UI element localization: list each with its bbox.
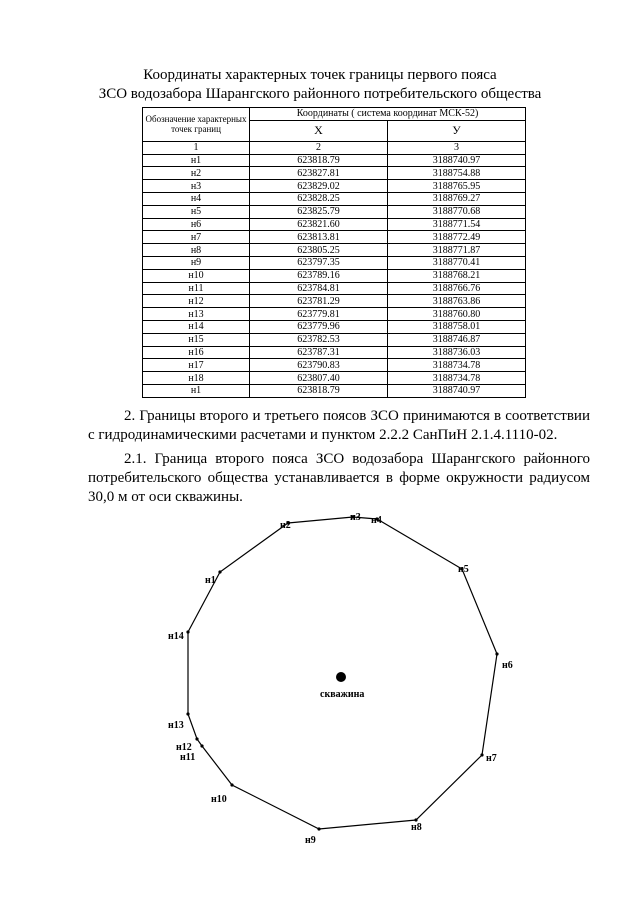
well-marker: [336, 672, 346, 682]
table-cell-x: 623782.53: [250, 333, 388, 346]
table-cell-y: 3188770.68: [388, 205, 526, 218]
table-cell-x: 623784.81: [250, 282, 388, 295]
point-label-n1: н1: [205, 575, 216, 586]
table-cell-point: н11: [143, 282, 250, 295]
table-cell-point: н5: [143, 205, 250, 218]
boundary-point-marker: [480, 753, 483, 756]
table-cell-y: 3188746.87: [388, 333, 526, 346]
point-label-n2: н2: [280, 520, 291, 531]
point-label-n9: н9: [305, 835, 316, 846]
table-cell-point: н3: [143, 180, 250, 193]
document-title-line1: Координаты характерных точек границы первого пояса: [143, 67, 497, 83]
table-cell-y: 3188770.41: [388, 256, 526, 269]
point-label-n14: н14: [168, 631, 184, 642]
point-label-n5: н5: [458, 564, 469, 575]
point-label-n12: н12: [176, 742, 192, 753]
table-cell-point: н4: [143, 192, 250, 205]
header-designation: Обозначение характерных точек границ: [143, 108, 250, 142]
point-label-n6: н6: [502, 660, 513, 671]
table-cell-x: 623827.81: [250, 167, 388, 180]
boundary-point-marker: [186, 630, 189, 633]
table-cell-y: 3188765.95: [388, 180, 526, 193]
table-cell-y: 3188760.80: [388, 308, 526, 321]
boundary-point-marker: [200, 744, 203, 747]
header-y: У: [388, 120, 526, 141]
header-coordinates: Координаты ( система координат МСК-52): [250, 108, 526, 121]
table-cell-point: н17: [143, 359, 250, 372]
table-cell-point: н13: [143, 308, 250, 321]
table-cell-y: 3188771.54: [388, 218, 526, 231]
table-cell-x: 623787.31: [250, 346, 388, 359]
table-cell-x: 623825.79: [250, 205, 388, 218]
table-cell-point: н2: [143, 167, 250, 180]
boundary-point-marker: [230, 783, 233, 786]
table-cell-y: 3188736.03: [388, 346, 526, 359]
table-cell-x: 623818.79: [250, 154, 388, 167]
point-label-n8: н8: [411, 822, 422, 833]
well-label: скважина: [320, 689, 365, 700]
table-cell-x: 623821.60: [250, 218, 388, 231]
table-cell-x: 623818.79: [250, 384, 388, 397]
boundary-point-marker: [195, 737, 198, 740]
boundary-point-marker: [218, 570, 221, 573]
table-cell-x: 623807.40: [250, 372, 388, 385]
table-cell-y: 3188768.21: [388, 269, 526, 282]
table-cell-x: 623829.02: [250, 180, 388, 193]
table-cell-point: н14: [143, 320, 250, 333]
table-cell-y: 3188769.27: [388, 192, 526, 205]
point-label-n10: н10: [211, 794, 227, 805]
table-cell-point: н15: [143, 333, 250, 346]
table-cell-y: 3188754.88: [388, 167, 526, 180]
table-cell-point: н8: [143, 244, 250, 257]
table-cell-x: 623789.16: [250, 269, 388, 282]
table-cell-y: 3188740.97: [388, 154, 526, 167]
table-cell-x: 623805.25: [250, 244, 388, 257]
paragraph-second-third-zones: 2. Границы второго и третьего поясов ЗСО принимаются в соответствии с гидродинамическими расчетами и пунктом 2.2.2 СанПиН 2.1.4.1110-02.: [88, 408, 590, 443]
point-label-n3: н3: [350, 512, 361, 523]
paragraph-second-zone-circle: 2.1. Граница второго пояса ЗСО водозабора Шарангского районного потребительского общества устанавливается в форме окружности радиусом 30,0 м от оси скважины.: [88, 451, 590, 505]
column-number: 1: [143, 141, 250, 154]
table-cell-y: 3188734.78: [388, 372, 526, 385]
boundary-point-marker: [317, 827, 320, 830]
table-cell-y: 3188734.78: [388, 359, 526, 372]
table-cell-point: н1: [143, 384, 250, 397]
table-cell-point: н16: [143, 346, 250, 359]
table-cell-y: 3188772.49: [388, 231, 526, 244]
table-cell-point: н10: [143, 269, 250, 282]
table-cell-x: 623779.81: [250, 308, 388, 321]
boundary-point-marker: [186, 712, 189, 715]
table-cell-point: н18: [143, 372, 250, 385]
table-cell-x: 623781.29: [250, 295, 388, 308]
table-cell-point: н9: [143, 256, 250, 269]
document-title-line2: ЗСО водозабора Шарангского районного потребительского общества: [98, 86, 542, 102]
table-cell-point: н12: [143, 295, 250, 308]
table-cell-x: 623790.83: [250, 359, 388, 372]
table-cell-y: 3188740.97: [388, 384, 526, 397]
header-x: Х: [250, 120, 388, 141]
table-cell-x: 623813.81: [250, 231, 388, 244]
table-cell-point: н1: [143, 154, 250, 167]
point-label-n7: н7: [486, 753, 497, 764]
table-cell-x: 623797.35: [250, 256, 388, 269]
table-cell-y: 3188763.86: [388, 295, 526, 308]
point-label-n13: н13: [168, 720, 184, 731]
point-label-n11: н11: [180, 752, 196, 763]
table-cell-point: н6: [143, 218, 250, 231]
table-cell-x: 623779.96: [250, 320, 388, 333]
column-number: 3: [388, 141, 526, 154]
column-number: 2: [250, 141, 388, 154]
boundary-point-marker: [495, 652, 498, 655]
table-cell-y: 3188766.76: [388, 282, 526, 295]
table-cell-y: 3188758.01: [388, 320, 526, 333]
table-cell-point: н7: [143, 231, 250, 244]
table-cell-x: 623828.25: [250, 192, 388, 205]
point-label-n4: н4: [371, 515, 382, 526]
table-cell-y: 3188771.87: [388, 244, 526, 257]
